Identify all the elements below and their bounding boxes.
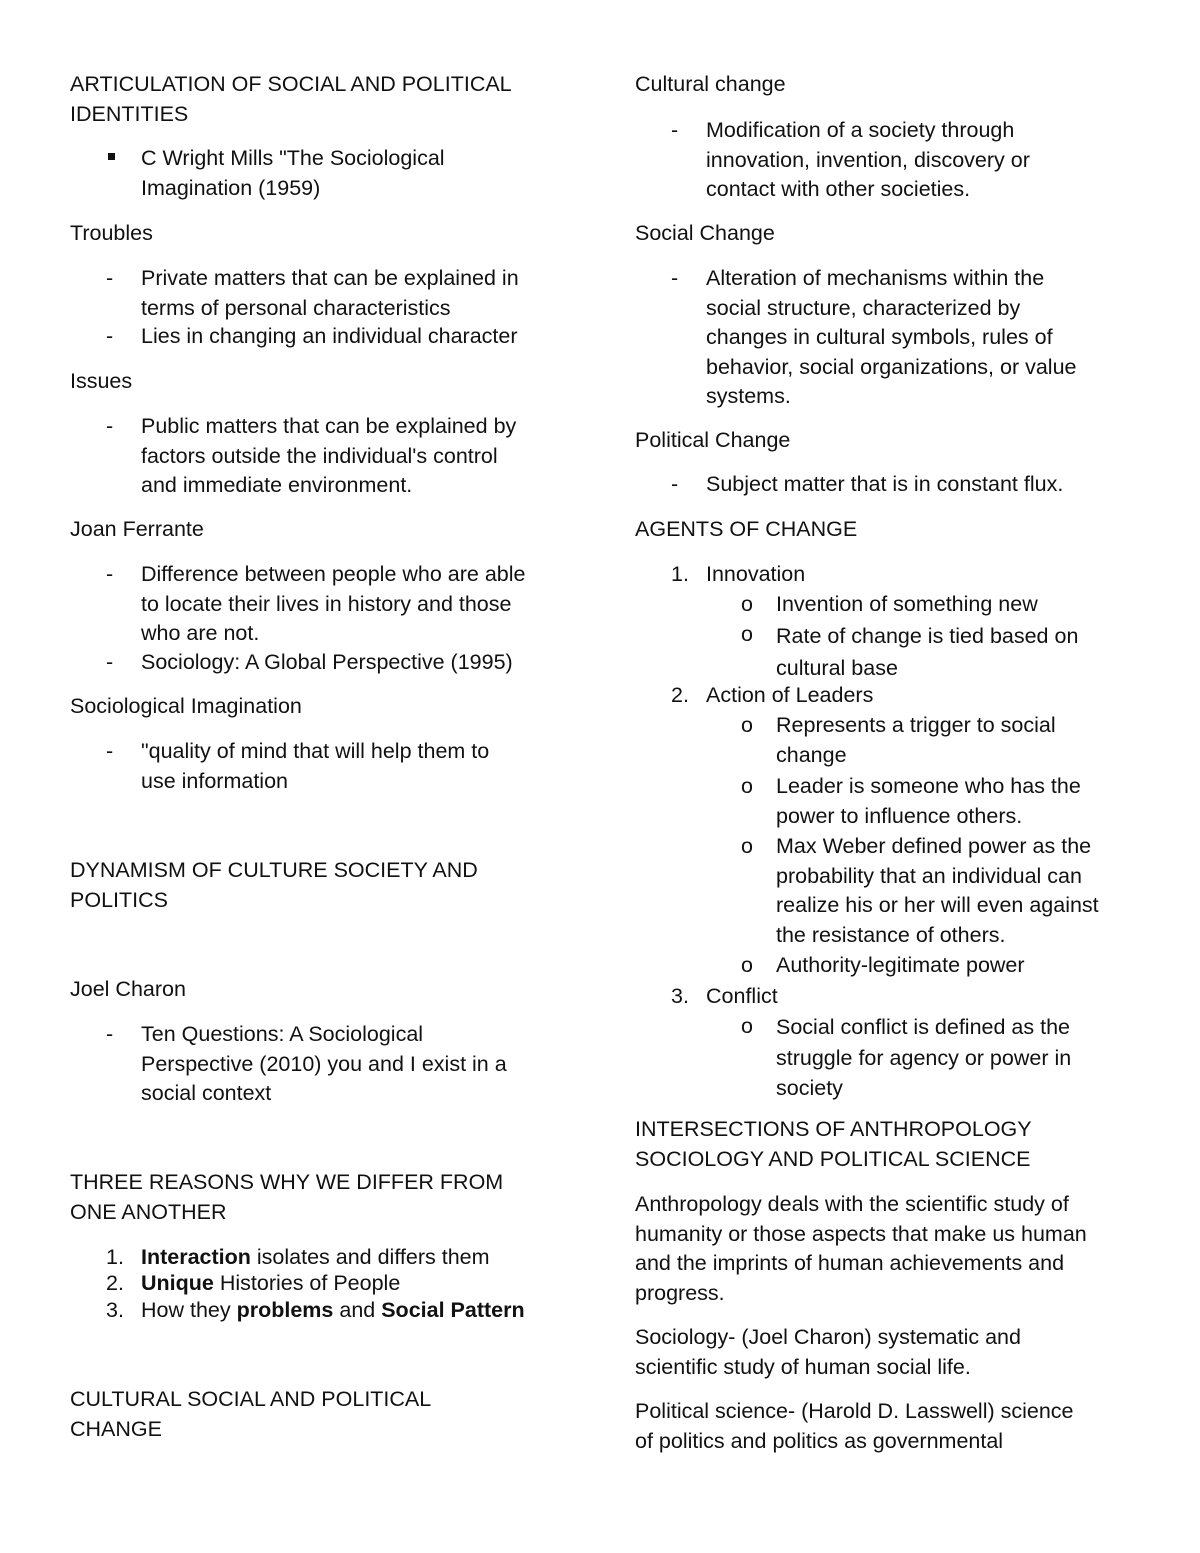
social-change-heading: Social Change [635,221,775,245]
reason-3: How they problems and Social Pattern [141,1298,525,1322]
dash-marker: - [106,650,114,674]
agents-heading: AGENTS OF CHANGE [635,517,858,541]
dash-marker: - [671,118,679,142]
leaders-point-4: Authority-legitimate power [776,953,1025,977]
dash-marker: - [106,1022,114,1046]
list-number: 3. [671,984,689,1008]
charon-heading: Joel Charon [70,977,186,1001]
ferrante-heading: Joan Ferrante [70,517,204,541]
dash-marker: - [106,739,114,763]
conflict-point-1: Social conflict is defined as the struggle for agency or power in society [776,1015,1072,1100]
list-number: 1. [106,1245,124,1269]
list-number: 3. [106,1298,124,1322]
dash-marker: - [106,414,114,438]
circle-bullet-icon: o [741,622,753,646]
imagination-item-1: "quality of mind that will help them to use information [141,739,490,793]
cultural-change-heading: Cultural change [635,72,786,96]
section-heading-intersections: INTERSECTIONS OF ANTHROPOLOGY SOCIOLOGY AND POLITICAL SCIENCE [635,1117,1032,1171]
issues-heading: Issues [70,369,133,393]
cultural-change-item: Modification of a society through innovation, invention, discovery or contact with other societies. [706,118,1030,201]
square-bullet-icon [108,153,115,160]
circle-bullet-icon: o [741,1014,753,1038]
leaders-point-2: Leader is someone who has the power to influence others. [776,774,1081,828]
troubles-item-1: Private matters that can be explained in terms of personal characteristics [141,266,519,320]
dash-marker: - [106,562,114,586]
agent-action-of-leaders: Action of Leaders [706,683,874,707]
innovation-point-1: Invention of something new [776,592,1038,616]
dash-marker: - [106,324,114,348]
list-number: 1. [671,562,689,586]
mills-reference: C Wright Mills "The Sociological Imagination (1959) [141,146,445,200]
section-heading-articulation: ARTICULATION OF SOCIAL AND POLITICAL IDENTITIES [70,72,512,126]
political-change-heading: Political Change [635,428,791,452]
issues-item-1: Public matters that can be explained by factors outside the individual's control and immediate environment. [141,414,517,497]
dash-marker: - [671,472,679,496]
circle-bullet-icon: o [741,592,753,616]
leaders-point-3: Max Weber defined power as the probability that an individual can realize his or her will even against the resistance of others. [776,834,1099,947]
list-number: 2. [671,683,689,707]
sociology-definition: Sociology- (Joel Charon) systematic and scientific study of human social life. [635,1325,1021,1379]
dash-marker: - [106,266,114,290]
political-science-definition: Political science- (Harold D. Lasswell) science of politics and politics as governmental [635,1399,1074,1453]
list-number: 2. [106,1271,124,1295]
reason-2: Unique Histories of People [141,1271,401,1295]
anthropology-definition: Anthropology deals with the scientific study of humanity or those aspects that make us human and the imprints of human achievements and progress. [635,1192,1087,1305]
reason-1: Interaction isolates and differs them [141,1245,490,1269]
agent-innovation: Innovation [706,562,806,586]
ferrante-item-1: Difference between people who are able to locate their lives in history and those who are not. [141,562,526,645]
circle-bullet-icon: o [741,953,753,977]
political-change-item: Subject matter that is in constant flux. [706,472,1064,496]
imagination-heading: Sociological Imagination [70,694,302,718]
leaders-point-1: Represents a trigger to social change [776,713,1056,767]
agent-conflict: Conflict [706,984,778,1008]
dash-marker: - [671,266,679,290]
circle-bullet-icon: o [741,774,753,798]
ferrante-item-2: Sociology: A Global Perspective (1995) [141,650,513,674]
section-heading-cultural-change: CULTURAL SOCIAL AND POLITICAL CHANGE [70,1387,432,1441]
circle-bullet-icon: o [741,834,753,858]
charon-item-1: Ten Questions: A Sociological Perspective (2010) you and I exist in a social context [141,1022,507,1105]
innovation-point-2: Rate of change is tied based on cultural base [776,624,1079,680]
troubles-heading: Troubles [70,221,153,245]
section-heading-three-reasons: THREE REASONS WHY WE DIFFER FROM ONE ANOTHER [70,1170,504,1224]
social-change-item: Alteration of mechanisms within the social structure, characterized by changes in cultural symbols, rules of behavior, social organizations, or value systems. [706,266,1077,408]
section-heading-dynamism: DYNAMISM OF CULTURE SOCIETY AND POLITICS [70,858,478,912]
circle-bullet-icon: o [741,713,753,737]
troubles-item-2: Lies in changing an individual character [141,324,518,348]
